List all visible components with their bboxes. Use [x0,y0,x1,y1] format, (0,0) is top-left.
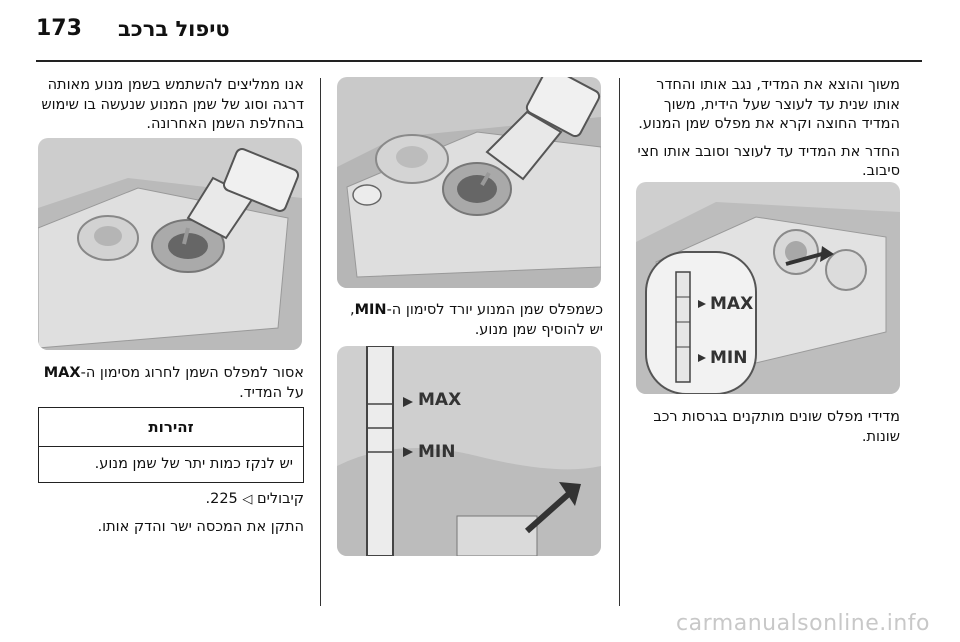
instruction-paragraph: משוך והוצא את המדיד, נגב אותו והחדר אותו שנית עד לעוצר שעל הידית, משוך המדיד החוצה וקרא את מפלס שמן המנוע. [638,77,900,132]
dipstick-max-label: MAX [710,294,754,314]
column-divider-right [619,78,620,606]
left-column-bottom-text [38,490,304,545]
left-column-text [38,76,304,143]
caution-body: יש לנקז כמות יתר של שמן מנוע. [94,456,293,472]
chapter-title: טיפול ברכב [118,17,230,41]
image-caption: מדידי מפלס שונים מותקנים בגרסות רכב שונות. [653,409,900,445]
dipstick-min-label: MIN [710,348,748,368]
page-reference-icon: ◁ [242,492,253,507]
instruction-paragraph: החדר את המדיד עד לעוצר וסובב אותו חצי סיבוב. [637,143,900,179]
oil-filling-image [337,77,601,288]
capacities-label: קיבולים [257,491,304,507]
max-level-note: אסור למפלס השמן לחרוג מסימון ה-MAX על המדיד. [43,365,304,401]
capacities-reference [38,490,304,510]
recommendation-paragraph: אנו ממליצים להשתמש בשמן מנוע מאותה דרגה וסוג של שמן המנוע שנעשה בו שימוש בהחלפת השמן האחרונה. [41,77,304,132]
dipstick-closeup-image [337,346,601,556]
header-rule [36,60,922,62]
max-label-inline: MAX [43,365,81,381]
caution-title: זהירות [39,408,303,447]
watermark: carmanualsonline.info [676,611,930,636]
page-number: 173 [36,16,82,41]
pouring-oil-image [38,138,302,350]
column-divider-left [320,78,321,606]
caution-box [38,407,304,483]
min-label-inline: MIN [354,302,387,318]
left-column-max-note [38,364,304,411]
right-column-text [636,76,900,190]
capacities-page: 225. [205,491,238,507]
middle-column-text [337,301,603,348]
right-column-caption [636,408,900,455]
closeup-min-label: MIN [418,442,456,462]
page-header [36,14,926,54]
dipstick-engine-image [636,182,900,394]
closeup-max-label: MAX [418,390,462,410]
cap-install-paragraph: התקן את המכסה ישר והדק אותו. [97,518,304,535]
min-level-note: כשמפלס שמן המנוע יורד לסימון ה-MIN, יש להוסיף שמן מנוע. [350,302,603,338]
